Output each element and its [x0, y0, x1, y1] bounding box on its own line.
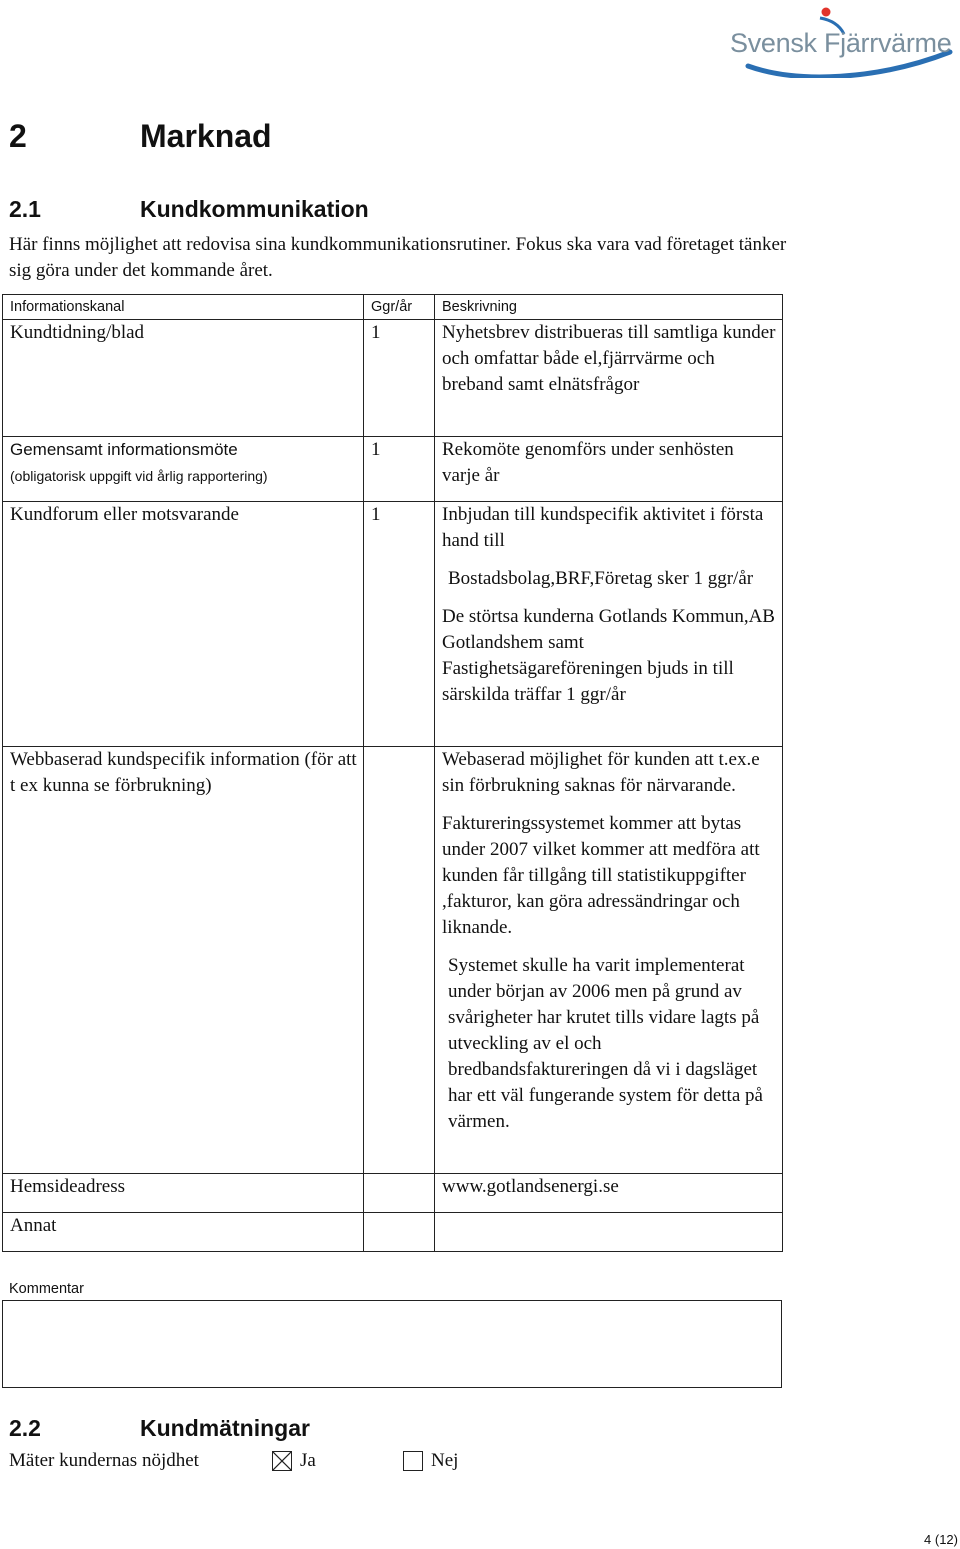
kommentar-label: Kommentar	[9, 1281, 84, 1297]
nej-label: Nej	[431, 1450, 459, 1471]
kanal-text: Webbaserad kundspecifik information (för att t ex kunna se förbrukning)	[10, 749, 357, 796]
checkbox-ja[interactable]	[272, 1451, 292, 1471]
beskrivning-text: Rekomöte genomförs under senhösten varje år	[442, 439, 734, 486]
table-row	[3, 437, 783, 502]
cell-ggr	[364, 320, 435, 437]
table-header-row	[3, 295, 783, 320]
beskrivning-text: Webaserad möjlighet för kunden att t.ex.e sin förbrukning saknas för närvarande.	[442, 749, 760, 796]
subsection-title: Kundmätningar	[140, 1415, 310, 1441]
cell-ggr	[364, 437, 435, 502]
logo-text-fjarrvarme: Fjärrvärme	[823, 28, 952, 58]
cell-beskrivning	[435, 437, 783, 502]
cell-kanal	[3, 502, 364, 747]
communication-table	[2, 294, 783, 1252]
table-row	[3, 320, 783, 437]
header-ggr	[364, 295, 435, 320]
table-row	[3, 747, 783, 1174]
subsection-number: 2.2	[9, 1415, 41, 1441]
table-row	[3, 1174, 783, 1213]
question-label: Mäter kundernas nöjdhet	[9, 1450, 199, 1471]
section-number: 2	[9, 118, 27, 154]
cell-beskrivning	[435, 1213, 783, 1252]
header-label: Ggr/år	[371, 299, 413, 315]
checkbox-nej[interactable]	[403, 1451, 423, 1471]
logo-text	[730, 28, 951, 59]
beskrivning-text: www.gotlandsenergi.se	[442, 1176, 619, 1197]
cell-beskrivning	[435, 1174, 783, 1213]
cell-ggr	[364, 747, 435, 1174]
beskrivning-text: Systemet skulle ha varit implementerat under början av 2006 men på grund av svårigheter har krutet tills vidare lagts på utveckling av el och bredbandsfaktureringen då vi i dagsläget har ett väl fungerande system för detta på värmen.	[448, 955, 763, 1132]
cell-kanal	[3, 437, 364, 502]
ggr-text: 1	[371, 504, 381, 525]
beskrivning-text: Inbjudan till kundspecifik aktivitet i första hand till	[442, 504, 764, 551]
cell-kanal	[3, 747, 364, 1174]
cell-ggr	[364, 502, 435, 747]
intro-text: Här finns möjlighet att redovisa sina kundkommunikationsrutiner. Fokus ska vara vad företaget tänker sig göra under det kommande året.	[9, 234, 787, 281]
header-beskrivning	[435, 295, 783, 320]
kommentar-field[interactable]	[2, 1300, 782, 1388]
check-x-icon	[273, 1452, 291, 1470]
logo-svensk-fjarrvarme	[728, 6, 960, 78]
kanal-note: (obligatorisk uppgift vid årlig rapportering)	[10, 468, 268, 484]
kanal-text: Hemsideadress	[10, 1176, 126, 1197]
cell-beskrivning	[435, 747, 783, 1174]
table-row	[3, 502, 783, 747]
beskrivning-text: Nyhetsbrev distribueras till samtliga kunder och omfattar både el,fjärrvärme och breband samt elnätsfrågor	[442, 322, 776, 395]
kanal-text: Kundtidning/blad	[10, 322, 145, 343]
header-informationskanal	[3, 295, 364, 320]
subsection-title: Kundkommunikation	[140, 196, 369, 222]
ggr-text: 1	[371, 439, 381, 460]
section-title: Marknad	[140, 118, 272, 154]
beskrivning-text: De störtsa kunderna Gotlands Kommun,AB Gotlandshem samt Fastighetsägareföreningen bjuds in till särskilda träffar 1 ggr/år	[442, 606, 775, 705]
logo-text-svensk: Svensk	[730, 28, 817, 58]
cell-kanal	[3, 1213, 364, 1252]
cell-ggr	[364, 1174, 435, 1213]
header-label: Informationskanal	[10, 299, 125, 315]
subsection-number: 2.1	[9, 196, 41, 222]
kanal-text: Gemensamt informationsmöte	[10, 440, 238, 459]
cell-kanal	[3, 1174, 364, 1213]
kanal-text: Annat	[10, 1215, 57, 1236]
cell-ggr	[364, 1213, 435, 1252]
ggr-text: 1	[371, 322, 381, 343]
cell-beskrivning	[435, 502, 783, 747]
table-row	[3, 1213, 783, 1252]
cell-kanal	[3, 320, 364, 437]
page-number: 4 (12)	[924, 1532, 958, 1547]
ja-label: Ja	[300, 1450, 316, 1471]
cell-beskrivning	[435, 320, 783, 437]
beskrivning-text: Bostadsbolag,BRF,Företag sker 1 ggr/år	[448, 568, 754, 589]
beskrivning-text: Faktureringssystemet kommer att bytas under 2007 vilket kommer att medföra att kunden får tillgång till statistikuppgifter ,fakturor, kan göra adressändringar och liknande.	[442, 813, 760, 938]
kanal-text: Kundforum eller motsvarande	[10, 504, 239, 525]
header-label: Beskrivning	[442, 299, 517, 315]
